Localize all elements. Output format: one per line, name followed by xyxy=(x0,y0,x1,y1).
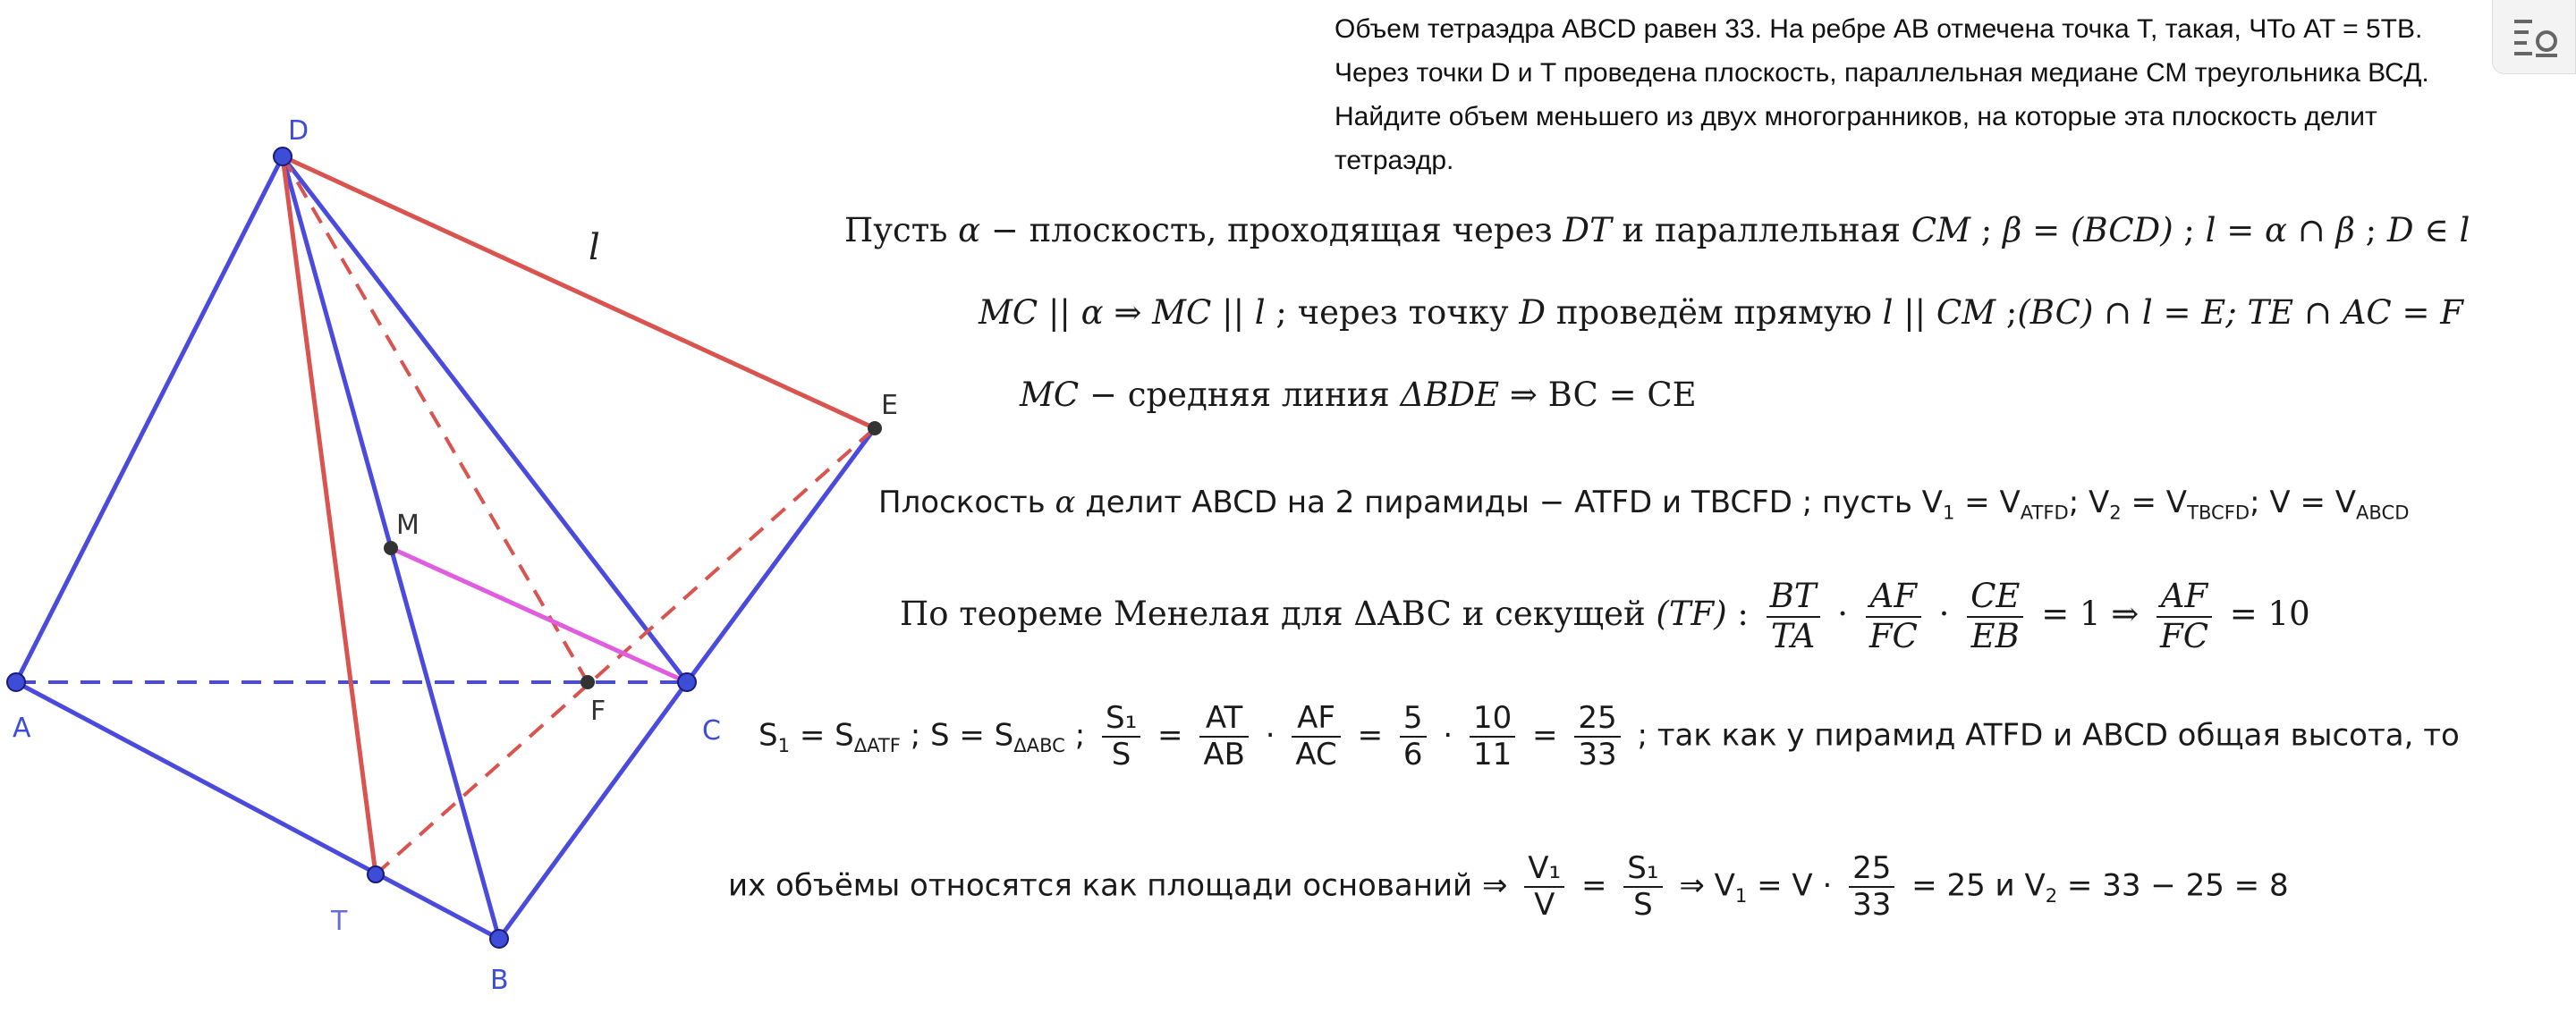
edge-AD xyxy=(16,156,283,682)
point-M xyxy=(384,541,398,555)
solution-line-5: По теореме Менелая для ΔABC и секущей (TF) : $\frac{BT}{TA}$ · $\frac{AF}{FC}$ · $\frac{CE}{EB}$ = 1 ⇒ $\frac{AF}{FC}$ = 10 xyxy=(900,577,2310,655)
point-C xyxy=(678,673,696,691)
fraction-5-6: $\frac{5}{6}$ xyxy=(1400,701,1427,772)
label-F: F xyxy=(590,696,606,727)
fraction-10-11: $\frac{10}{11}$ xyxy=(1470,701,1515,772)
edge-CE xyxy=(687,428,875,682)
point-F xyxy=(580,675,595,689)
point-T xyxy=(368,866,384,882)
edge-DC xyxy=(283,156,687,682)
label-T: T xyxy=(331,906,348,937)
fraction-V1-V: $\frac{\text{V₁}}{V}$ xyxy=(1524,851,1564,923)
fraction-25-33: $\frac{25}{33}$ xyxy=(1574,701,1620,772)
solution-line-2: MC || α ⇒ MC || l ; через точку D проведём прямую l || CM ;(BC) ∩ l = E; TE ∩ AC = F xyxy=(979,293,2463,332)
label-C: C xyxy=(702,715,721,747)
line-l-DE xyxy=(283,156,875,428)
segment-DF-hidden xyxy=(283,156,588,682)
label-E: E xyxy=(881,390,898,421)
point-D xyxy=(274,148,292,165)
fraction-25-33-2: $\frac{25}{33}$ xyxy=(1849,851,1894,923)
fraction-BT-TA: $\frac{BT}{TA}$ xyxy=(1767,578,1820,655)
label-line-l: l xyxy=(589,227,600,268)
solution-line-1: Пусть α − плоскость, проходящая через DT и параллельная CM ; β = (BCD) ; l = α ∩ β ; D ∈ l xyxy=(844,211,2470,249)
solution-line-6: $S_1 = S_{\Delta ATF}$ ; $S = S_{\Delta ABC}$ ; $\frac{\text{S₁}}{S}$ = $\frac{AT}{AB}$ · $\frac{AF}{AC}$ = $\frac{5}{6}$ · $\frac{10}{11}$ = $\frac{25}{33}$ ; так как у пирамид ATFD и ABCD общая высота, то xyxy=(758,700,2460,773)
fraction-CE-EB: $\frac{CE}{EB}$ xyxy=(1967,578,2023,655)
solution-line-3: MC − средняя линия ΔBDE ⇒ BC = CE xyxy=(1020,376,1697,414)
label-B: B xyxy=(490,965,509,996)
fraction-S1-S-2: $\frac{\text{S₁}}{S}$ xyxy=(1623,851,1662,923)
segment-TE-hidden xyxy=(376,428,875,874)
point-A xyxy=(7,673,25,691)
problem-statement: Объем тетраэдра АBCD равен 33. На ребре АВ отмечена точка Т, такая, ЧТо AT = 5TB. Через точки D и T проведена плоскость, параллельная медиане СМ треугольника ВСД. Найдите объем меньшего из двух многогранников, на которые эта плоскость делит тетраэдр. xyxy=(1335,14,2429,175)
fraction-AF-AC: $\frac{AF}{AC}$ xyxy=(1292,701,1340,772)
segment-DT xyxy=(283,156,376,874)
solution-line-7: их объёмы относятся как площади оснований ⇒ $\frac{\text{V₁}}{V}$ = $\frac{\text{S₁}}{S}$ ⇒ $V_1 = V$ · $\frac{25}{33}$ = 25 и $V_2 = 33 - 25 = 8$ xyxy=(728,850,2289,924)
fraction-AF-FC: $\frac{AF}{FC}$ xyxy=(1866,578,1921,655)
fraction-AF-FC-result: $\frac{AF}{FC}$ xyxy=(2157,578,2212,655)
menu-icon xyxy=(2493,0,2575,73)
point-E xyxy=(868,421,882,435)
solution-line-4: Плоскость α делит ABCD на 2 пирамиды − ATFD и TBCFD ; пусть $V_1 = V_{ATFD}$; $V_2 = V_{TBCFD}$; $V = V_{ABCD}$ xyxy=(878,485,2410,524)
point-B xyxy=(490,930,508,948)
label-A: A xyxy=(13,713,31,744)
label-M: M xyxy=(396,510,419,541)
label-D: D xyxy=(288,115,309,147)
style-bar-toggle-button[interactable] xyxy=(2492,0,2576,74)
fraction-S1-S: $\frac{\text{S₁}}{S}$ xyxy=(1102,701,1140,772)
median-CM xyxy=(391,548,687,682)
fraction-AT-AB: $\frac{AT}{AB}$ xyxy=(1199,701,1249,772)
edge-AB xyxy=(16,682,499,939)
